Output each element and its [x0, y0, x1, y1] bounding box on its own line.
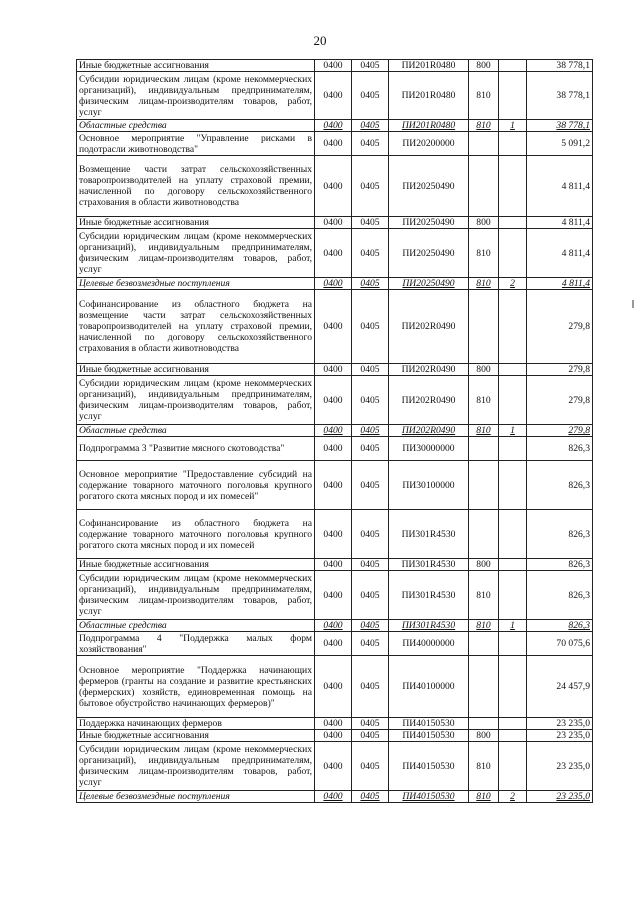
cell-target-article: ПИ301R4530 — [389, 510, 469, 559]
cell-name: Иные бюджетные ассигнования — [77, 559, 315, 571]
cell-expense-type: 810 — [469, 229, 499, 278]
cell-amount: 38 778,1 — [527, 72, 593, 120]
cell-expense-type — [469, 156, 499, 217]
cell-name: Подпрограмма 4 "Поддержка малых форм хозяйствования" — [77, 632, 315, 656]
cell-section-code: 0405 — [352, 60, 389, 72]
cell-ved-code: 0400 — [315, 290, 352, 364]
cell-target-article: ПИ40150530 — [389, 730, 469, 742]
funding-source-row — [77, 791, 593, 803]
table-row — [77, 510, 593, 559]
cell-amount: 23 235,0 — [527, 730, 593, 742]
cell-section-code: 0405 — [352, 791, 389, 803]
cell-expense-type — [469, 461, 499, 510]
cell-funding-source — [499, 632, 527, 656]
cell-section-code: 0405 — [352, 571, 389, 620]
cell-funding-source — [499, 72, 527, 120]
cell-target-article: ПИ202R0490 — [389, 364, 469, 376]
cell-expense-type: 810 — [469, 278, 499, 290]
cell-ved-code: 0400 — [315, 364, 352, 376]
cell-expense-type — [469, 132, 499, 156]
cell-name: Областные средства — [77, 425, 315, 437]
cell-funding-source — [499, 364, 527, 376]
cell-amount: 4 811,4 — [527, 229, 593, 278]
cell-ved-code: 0400 — [315, 620, 352, 632]
cell-target-article: ПИ301R4530 — [389, 620, 469, 632]
cell-expense-type: 810 — [469, 571, 499, 620]
cell-target-article: ПИ202R0490 — [389, 425, 469, 437]
cell-target-article: ПИ40000000 — [389, 632, 469, 656]
cell-name: Субсидии юридическим лицам (кроме некоммерческих организаций), индивидуальным предпринимателям, физическим лицам-производителям товаров, работ, услуг — [77, 571, 315, 620]
cell-funding-source — [499, 571, 527, 620]
cell-target-article: ПИ40150530 — [389, 718, 469, 730]
cell-section-code: 0405 — [352, 620, 389, 632]
cell-ved-code: 0400 — [315, 510, 352, 559]
cell-amount: 38 778,1 — [527, 120, 593, 132]
cell-expense-type: 810 — [469, 72, 499, 120]
cell-name: Возмещение части затрат сельскохозяйственных товаропроизводителей на уплату страховой премии, начисленной по договору сельскохозяйственного страхования в области животноводства — [77, 156, 315, 217]
page-number: 20 — [313, 33, 327, 48]
cell-expense-type: 800 — [469, 730, 499, 742]
table-row — [77, 72, 593, 120]
cell-funding-source — [499, 376, 527, 425]
cell-ved-code: 0400 — [315, 461, 352, 510]
cell-funding-source — [499, 461, 527, 510]
cell-expense-type: 810 — [469, 791, 499, 803]
cell-ved-code: 0400 — [315, 425, 352, 437]
table-row — [77, 571, 593, 620]
cell-name: Субсидии юридическим лицам (кроме некоммерческих организаций), индивидуальным предпринимателям, физическим лицам-производителям товаров, работ, услуг — [77, 742, 315, 791]
cell-target-article: ПИ201R0480 — [389, 120, 469, 132]
table-row — [77, 376, 593, 425]
cell-funding-source — [499, 60, 527, 72]
cell-amount: 4 811,4 — [527, 217, 593, 229]
cell-amount: 4 811,4 — [527, 278, 593, 290]
table-row — [77, 364, 593, 376]
cell-amount: 4 811,4 — [527, 156, 593, 217]
cell-section-code: 0405 — [352, 730, 389, 742]
cell-section-code: 0405 — [352, 437, 389, 461]
cell-expense-type: 810 — [469, 120, 499, 132]
cell-name: Основное мероприятие "Поддержка начинающих фермеров (гранты на создание и развитие крестьянских (фермерских) хозяйств, единовременная помощь на бытовое обустройство начинающих фермеров)" — [77, 656, 315, 718]
cell-funding-source — [499, 217, 527, 229]
cell-section-code: 0405 — [352, 278, 389, 290]
cell-target-article: ПИ20250490 — [389, 156, 469, 217]
cell-amount: 826,3 — [527, 571, 593, 620]
cell-expense-type — [469, 632, 499, 656]
cell-section-code: 0405 — [352, 156, 389, 217]
cell-amount: 38 778,1 — [527, 60, 593, 72]
cell-target-article: ПИ20250490 — [389, 217, 469, 229]
budget-table — [76, 59, 593, 803]
cell-target-article: ПИ20250490 — [389, 278, 469, 290]
cell-ved-code: 0400 — [315, 559, 352, 571]
cell-funding-source — [499, 730, 527, 742]
cell-section-code: 0405 — [352, 229, 389, 278]
cell-ved-code: 0400 — [315, 60, 352, 72]
cell-expense-type — [469, 290, 499, 364]
cell-ved-code: 0400 — [315, 217, 352, 229]
cell-section-code: 0405 — [352, 656, 389, 718]
cell-expense-type: 800 — [469, 559, 499, 571]
cell-funding-source: 2 — [499, 791, 527, 803]
table-row — [77, 656, 593, 718]
cell-name: Иные бюджетные ассигнования — [77, 730, 315, 742]
cell-amount: 5 091,2 — [527, 132, 593, 156]
cell-name: Иные бюджетные ассигнования — [77, 60, 315, 72]
cell-amount: 279,8 — [527, 290, 593, 364]
cell-amount: 24 457,9 — [527, 656, 593, 718]
cell-expense-type: 800 — [469, 217, 499, 229]
cell-expense-type: 810 — [469, 742, 499, 791]
table-row — [77, 290, 593, 364]
cell-amount: 23 235,0 — [527, 791, 593, 803]
table-row — [77, 742, 593, 791]
cell-section-code: 0405 — [352, 376, 389, 425]
table-row — [77, 132, 593, 156]
cell-name: Иные бюджетные ассигнования — [77, 217, 315, 229]
cell-amount: 826,3 — [527, 437, 593, 461]
cell-expense-type — [469, 510, 499, 559]
funding-source-row — [77, 120, 593, 132]
cell-funding-source — [499, 656, 527, 718]
cell-target-article: ПИ40150530 — [389, 791, 469, 803]
cell-amount: 279,8 — [527, 364, 593, 376]
cell-ved-code: 0400 — [315, 278, 352, 290]
cell-target-article: ПИ20250490 — [389, 229, 469, 278]
cell-section-code: 0405 — [352, 425, 389, 437]
cell-section-code: 0405 — [352, 290, 389, 364]
cell-name: Подпрограмма 3 "Развитие мясного скотоводства" — [77, 437, 315, 461]
cell-expense-type: 810 — [469, 376, 499, 425]
cell-amount: 826,3 — [527, 461, 593, 510]
cell-target-article: ПИ301R4530 — [389, 571, 469, 620]
cell-section-code: 0405 — [352, 742, 389, 791]
cell-ved-code: 0400 — [315, 376, 352, 425]
cell-name: Основное мероприятие "Управление рисками в подотрасли животноводства" — [77, 132, 315, 156]
cell-section-code: 0405 — [352, 217, 389, 229]
cell-target-article: ПИ20200000 — [389, 132, 469, 156]
cell-amount: 826,3 — [527, 559, 593, 571]
cell-funding-source: 1 — [499, 425, 527, 437]
cell-section-code: 0405 — [352, 510, 389, 559]
cell-expense-type — [469, 718, 499, 730]
cell-expense-type — [469, 656, 499, 718]
cell-ved-code: 0400 — [315, 791, 352, 803]
cell-name: Поддержка начинающих фермеров — [77, 718, 315, 730]
cell-funding-source — [499, 156, 527, 217]
table-row — [77, 461, 593, 510]
table-row — [77, 217, 593, 229]
cell-funding-source — [499, 132, 527, 156]
cell-amount: 70 075,6 — [527, 632, 593, 656]
cell-target-article: ПИ202R0490 — [389, 376, 469, 425]
cell-amount: 23 235,0 — [527, 718, 593, 730]
cell-funding-source — [499, 290, 527, 364]
cell-ved-code: 0400 — [315, 120, 352, 132]
cell-funding-source: 1 — [499, 120, 527, 132]
cell-funding-source — [499, 559, 527, 571]
cell-expense-type: 810 — [469, 620, 499, 632]
cell-amount: 279,8 — [527, 376, 593, 425]
cell-ved-code: 0400 — [315, 437, 352, 461]
cell-funding-source: 2 — [499, 278, 527, 290]
cell-ved-code: 0400 — [315, 72, 352, 120]
cell-funding-source — [499, 742, 527, 791]
cell-target-article: ПИ30100000 — [389, 461, 469, 510]
cell-name: Основное мероприятие "Предоставление субсидий на содержание товарного маточного поголовья крупного рогатого скота мясных пород и их помесей" — [77, 461, 315, 510]
table-row — [77, 60, 593, 72]
funding-source-row — [77, 620, 593, 632]
cell-section-code: 0405 — [352, 632, 389, 656]
table-row — [77, 437, 593, 461]
cell-ved-code: 0400 — [315, 571, 352, 620]
cell-ved-code: 0400 — [315, 742, 352, 791]
cell-expense-type: 800 — [469, 60, 499, 72]
cell-funding-source — [499, 718, 527, 730]
cell-expense-type: 810 — [469, 425, 499, 437]
cell-target-article: ПИ301R4530 — [389, 559, 469, 571]
cell-target-article: ПИ40100000 — [389, 656, 469, 718]
cell-name: Областные средства — [77, 120, 315, 132]
cell-ved-code: 0400 — [315, 632, 352, 656]
table-row — [77, 229, 593, 278]
cell-expense-type: 800 — [469, 364, 499, 376]
cell-section-code: 0405 — [352, 559, 389, 571]
cell-ved-code: 0400 — [315, 156, 352, 217]
cell-funding-source — [499, 229, 527, 278]
cell-target-article: ПИ202R0490 — [389, 290, 469, 364]
cell-name: Иные бюджетные ассигнования — [77, 364, 315, 376]
table-row — [77, 730, 593, 742]
cell-name: Софинансирование из областного бюджета на содержание товарного маточного поголовья крупного рогатого скота мясных пород и их помесей — [77, 510, 315, 559]
table-row — [77, 156, 593, 217]
cell-target-article: ПИ40150530 — [389, 742, 469, 791]
cell-section-code: 0405 — [352, 120, 389, 132]
cell-name: Целевые безвозмездные поступления — [77, 791, 315, 803]
cell-amount: 23 235,0 — [527, 742, 593, 791]
table-row — [77, 632, 593, 656]
cell-section-code: 0405 — [352, 72, 389, 120]
cell-section-code: 0405 — [352, 364, 389, 376]
cell-funding-source — [499, 437, 527, 461]
cell-ved-code: 0400 — [315, 229, 352, 278]
cell-ved-code: 0400 — [315, 132, 352, 156]
cell-funding-source — [499, 510, 527, 559]
cell-section-code: 0405 — [352, 461, 389, 510]
cell-name: Софинансирование из областного бюджета на возмещение части затрат сельскохозяйственных товаропроизводителей на уплату страховой премии, начисленной по договору сельскохозяйственного страхования в области животноводства — [77, 290, 315, 364]
cell-amount: 826,3 — [527, 510, 593, 559]
cell-ved-code: 0400 — [315, 730, 352, 742]
cell-name: Целевые безвозмездные поступления — [77, 278, 315, 290]
funding-source-row — [77, 425, 593, 437]
cell-funding-source: 1 — [499, 620, 527, 632]
cell-target-article: ПИ201R0480 — [389, 72, 469, 120]
table-row — [77, 718, 593, 730]
cell-amount: 279,8 — [527, 425, 593, 437]
cell-name: Субсидии юридическим лицам (кроме некоммерческих организаций), индивидуальным предпринимателям, физическим лицам-производителям товаров, работ, услуг — [77, 229, 315, 278]
cell-amount: 826,3 — [527, 620, 593, 632]
cell-section-code: 0405 — [352, 132, 389, 156]
cell-name: Субсидии юридическим лицам (кроме некоммерческих организаций), индивидуальным предпринимателям, физическим лицам-производителям товаров, работ, услуг — [77, 376, 315, 425]
cell-ved-code: 0400 — [315, 656, 352, 718]
cell-target-article: ПИ30000000 — [389, 437, 469, 461]
scan-mark — [632, 300, 634, 308]
cell-name: Субсидии юридическим лицам (кроме некоммерческих организаций), индивидуальным предпринимателям, физическим лицам-производителям товаров, работ, услуг — [77, 72, 315, 120]
cell-expense-type — [469, 437, 499, 461]
cell-ved-code: 0400 — [315, 718, 352, 730]
table-row — [77, 559, 593, 571]
funding-source-row — [77, 278, 593, 290]
cell-section-code: 0405 — [352, 718, 389, 730]
cell-target-article: ПИ201R0480 — [389, 60, 469, 72]
cell-name: Областные средства — [77, 620, 315, 632]
